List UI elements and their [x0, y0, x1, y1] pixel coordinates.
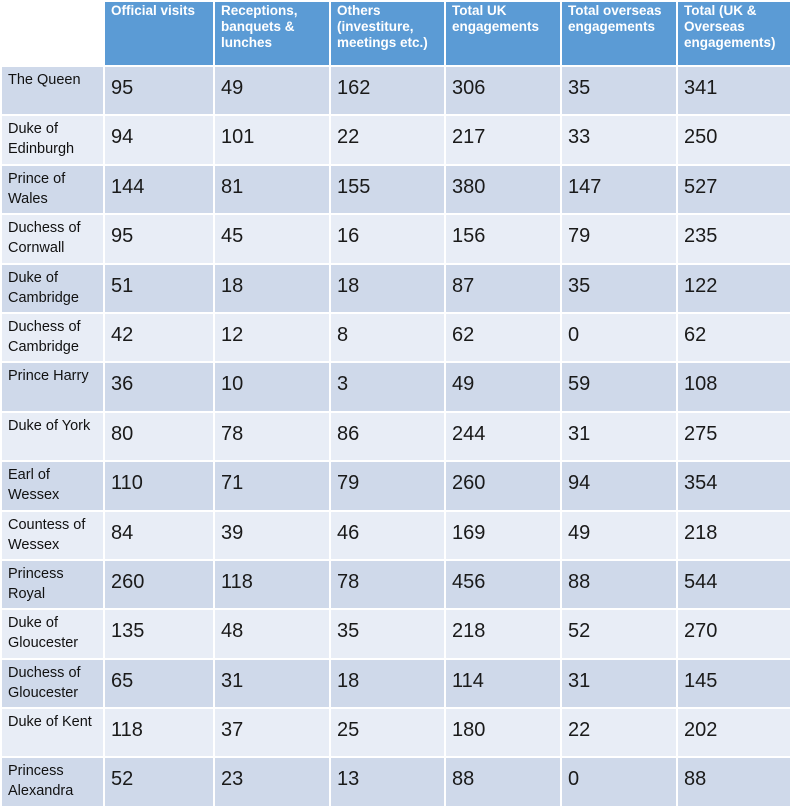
cell-value: 79 [561, 214, 677, 263]
row-name: Princess Royal [1, 560, 104, 609]
cell-value: 16 [330, 214, 445, 263]
cell-value: 244 [445, 412, 561, 461]
cell-value: 94 [104, 115, 214, 164]
cell-value: 354 [677, 461, 790, 510]
cell-value: 169 [445, 511, 561, 560]
cell-value: 101 [214, 115, 330, 164]
row-name: Duchess of Cornwall [1, 214, 104, 263]
cell-value: 18 [330, 659, 445, 708]
cell-value: 46 [330, 511, 445, 560]
row-name: The Queen [1, 66, 104, 115]
row-name: Duchess of Gloucester [1, 659, 104, 708]
cell-value: 147 [561, 165, 677, 214]
table-row [1, 757, 790, 806]
cell-value: 49 [445, 362, 561, 411]
cell-value: 95 [104, 214, 214, 263]
cell-value: 31 [561, 659, 677, 708]
cell-value: 37 [214, 708, 330, 757]
header-corner [1, 1, 104, 66]
row-name: Duchess of Cambridge [1, 313, 104, 362]
cell-value: 52 [561, 609, 677, 658]
cell-value: 78 [214, 412, 330, 461]
cell-value: 544 [677, 560, 790, 609]
cell-value: 78 [330, 560, 445, 609]
cell-value: 275 [677, 412, 790, 461]
cell-value: 270 [677, 609, 790, 658]
cell-value: 3 [330, 362, 445, 411]
cell-value: 94 [561, 461, 677, 510]
cell-value: 18 [330, 264, 445, 313]
cell-value: 260 [104, 560, 214, 609]
cell-value: 23 [214, 757, 330, 806]
cell-value: 65 [104, 659, 214, 708]
cell-value: 250 [677, 115, 790, 164]
table-row [1, 560, 790, 609]
cell-value: 118 [214, 560, 330, 609]
cell-value: 122 [677, 264, 790, 313]
table-row [1, 609, 790, 658]
cell-value: 52 [104, 757, 214, 806]
cell-value: 45 [214, 214, 330, 263]
cell-value: 84 [104, 511, 214, 560]
cell-value: 341 [677, 66, 790, 115]
cell-value: 0 [561, 313, 677, 362]
cell-value: 88 [561, 560, 677, 609]
cell-value: 71 [214, 461, 330, 510]
cell-value: 235 [677, 214, 790, 263]
cell-value: 456 [445, 560, 561, 609]
cell-value: 18 [214, 264, 330, 313]
cell-value: 39 [214, 511, 330, 560]
cell-value: 22 [561, 708, 677, 757]
row-name: Prince Harry [1, 362, 104, 411]
row-name: Countess of Wessex [1, 511, 104, 560]
table-row [1, 362, 790, 411]
row-name: Duke of Edinburgh [1, 115, 104, 164]
table-row [1, 461, 790, 510]
cell-value: 48 [214, 609, 330, 658]
cell-value: 35 [330, 609, 445, 658]
cell-value: 42 [104, 313, 214, 362]
header-total-all: Total (UK & Overseas engagements) [677, 1, 790, 66]
cell-value: 527 [677, 165, 790, 214]
table-row [1, 66, 790, 115]
row-name: Princess Alexandra [1, 757, 104, 806]
cell-value: 12 [214, 313, 330, 362]
cell-value: 260 [445, 461, 561, 510]
cell-value: 79 [330, 461, 445, 510]
cell-value: 86 [330, 412, 445, 461]
cell-value: 31 [214, 659, 330, 708]
cell-value: 155 [330, 165, 445, 214]
table-row [1, 165, 790, 214]
cell-value: 88 [445, 757, 561, 806]
table-row [1, 214, 790, 263]
cell-value: 110 [104, 461, 214, 510]
cell-value: 36 [104, 362, 214, 411]
cell-value: 95 [104, 66, 214, 115]
table-row [1, 659, 790, 708]
cell-value: 217 [445, 115, 561, 164]
cell-value: 380 [445, 165, 561, 214]
cell-value: 13 [330, 757, 445, 806]
cell-value: 180 [445, 708, 561, 757]
cell-value: 31 [561, 412, 677, 461]
cell-value: 218 [445, 609, 561, 658]
cell-value: 49 [561, 511, 677, 560]
cell-value: 59 [561, 362, 677, 411]
table-row [1, 115, 790, 164]
row-name: Duke of York [1, 412, 104, 461]
cell-value: 62 [445, 313, 561, 362]
cell-value: 22 [330, 115, 445, 164]
cell-value: 218 [677, 511, 790, 560]
cell-value: 88 [677, 757, 790, 806]
header-others: Others (investiture, meetings etc.) [330, 1, 445, 66]
cell-value: 10 [214, 362, 330, 411]
cell-value: 156 [445, 214, 561, 263]
header-total-uk: Total UK engagements [445, 1, 561, 66]
row-name: Duke of Kent [1, 708, 104, 757]
table-row [1, 511, 790, 560]
cell-value: 145 [677, 659, 790, 708]
cell-value: 35 [561, 264, 677, 313]
cell-value: 144 [104, 165, 214, 214]
cell-value: 202 [677, 708, 790, 757]
table-row [1, 708, 790, 757]
cell-value: 8 [330, 313, 445, 362]
row-name: Earl of Wessex [1, 461, 104, 510]
row-name: Prince of Wales [1, 165, 104, 214]
row-name: Duke of Cambridge [1, 264, 104, 313]
cell-value: 25 [330, 708, 445, 757]
table-row [1, 412, 790, 461]
cell-value: 87 [445, 264, 561, 313]
cell-value: 49 [214, 66, 330, 115]
table-row [1, 313, 790, 362]
header-row [1, 1, 790, 66]
row-name: Duke of Gloucester [1, 609, 104, 658]
header-official-visits: Official visits [104, 1, 214, 66]
cell-value: 0 [561, 757, 677, 806]
cell-value: 118 [104, 708, 214, 757]
cell-value: 306 [445, 66, 561, 115]
header-total-overseas: Total overseas engagements [561, 1, 677, 66]
table-row [1, 264, 790, 313]
cell-value: 81 [214, 165, 330, 214]
cell-value: 114 [445, 659, 561, 708]
cell-value: 162 [330, 66, 445, 115]
cell-value: 51 [104, 264, 214, 313]
header-receptions: Receptions, banquets & lunches [214, 1, 330, 66]
cell-value: 80 [104, 412, 214, 461]
cell-value: 33 [561, 115, 677, 164]
cell-value: 108 [677, 362, 790, 411]
cell-value: 62 [677, 313, 790, 362]
cell-value: 135 [104, 609, 214, 658]
cell-value: 35 [561, 66, 677, 115]
